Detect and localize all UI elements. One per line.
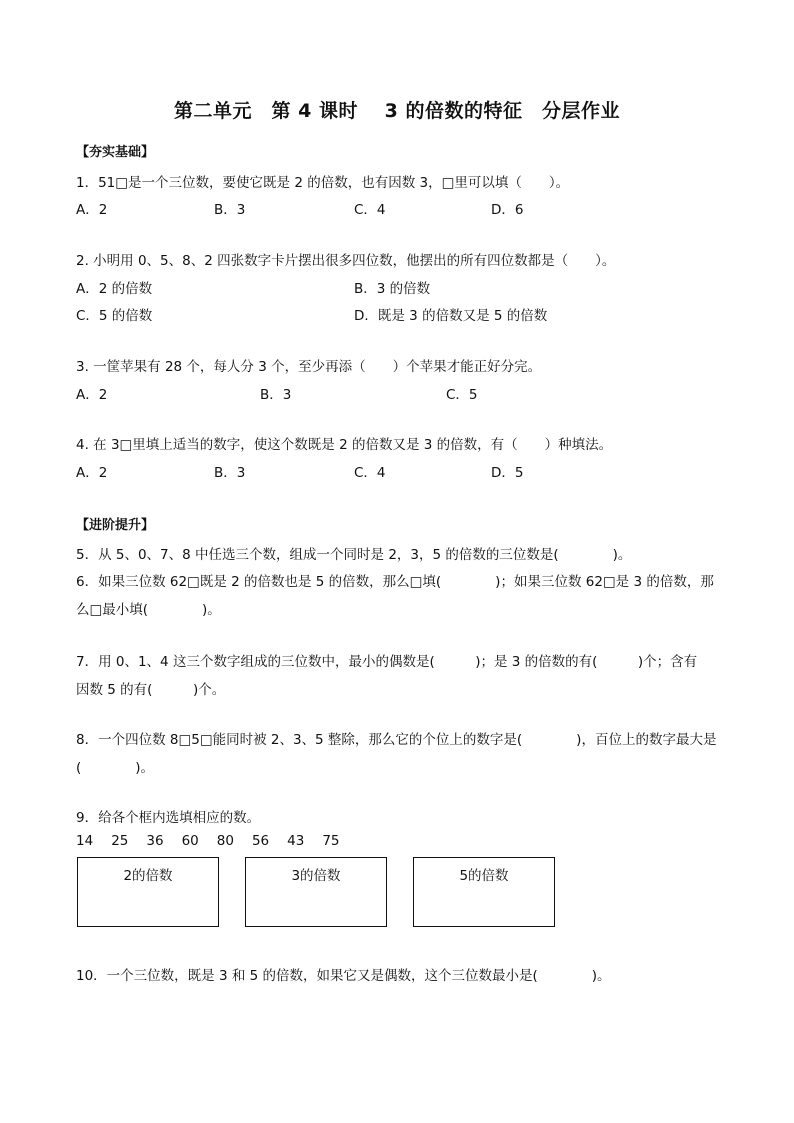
- number-item: 36: [146, 833, 164, 849]
- question-3-option-c: C．5: [446, 387, 478, 403]
- question-4-option-c: C．4: [354, 465, 386, 481]
- section-heading-basic: 【夯实基础】: [76, 145, 155, 160]
- question-8-line-2: ( )。: [76, 760, 155, 776]
- answer-box-multiples-of-2[interactable]: [77, 857, 219, 927]
- question-6-line-1: 6．如果三位数 62□既是 2 的倍数也是 5 的倍数，那么□填( )；如果三位数 62□是 3 的倍数，那: [76, 574, 714, 590]
- question-4-option-a: A．2: [76, 465, 108, 481]
- number-item: 56: [251, 833, 270, 849]
- answer-box-label: 5的倍数: [459, 868, 509, 884]
- answer-box-multiples-of-3[interactable]: [245, 857, 387, 927]
- question-1-text: 1．51□是一个三位数，要使它既是 2 的倍数，也有因数 3，□里可以填（ ）。: [76, 175, 570, 191]
- number-item: 14: [76, 833, 94, 849]
- question-2-option-a: A．2 的倍数: [76, 281, 153, 297]
- question-1-option-d: D．6: [491, 202, 524, 218]
- question-2-option-c: C．5 的倍数: [76, 308, 153, 324]
- number-item: 80: [216, 833, 234, 849]
- page-title: 第二单元 第 4 课时 3 的倍数的特征 分层作业: [174, 100, 620, 122]
- number-item: 60: [181, 833, 199, 849]
- question-2-option-b: B．3 的倍数: [354, 281, 431, 297]
- question-2-option-d: D．既是 3 的倍数又是 5 的倍数: [354, 308, 548, 324]
- question-7-line-2: 因数 5 的有( )个。: [76, 682, 226, 698]
- section-heading-advanced: 【进阶提升】: [76, 518, 155, 533]
- question-2-text: 2. 小明用 0、5、8、2 四张数字卡片摆出很多四位数，他摆出的所有四位数都是（ ）。: [76, 253, 616, 269]
- question-3-text: 3. 一筐苹果有 28 个，每人分 3 个，至少再添（ ）个苹果才能正好分完。: [76, 359, 542, 375]
- question-1-option-b: B．3: [214, 202, 246, 218]
- question-4-option-b: B．3: [214, 465, 246, 481]
- question-10-text: 10．一个三位数，既是 3 和 5 的倍数，如果它又是偶数，这个三位数最小是( )。: [76, 968, 611, 984]
- number-item: 43: [287, 833, 305, 849]
- number-item: 75: [322, 833, 340, 849]
- answer-box-multiples-of-5[interactable]: [413, 857, 555, 927]
- question-8-line-1: 8．一个四位数 8□5□能同时被 2、3、5 整除，那么它的个位上的数字是( )，百位上的数字最大是: [76, 732, 717, 748]
- question-1-option-c: C．4: [354, 202, 386, 218]
- question-4-option-d: D．5: [491, 465, 524, 481]
- answer-box-label: 3的倍数: [291, 868, 341, 884]
- question-1-option-a: A．2: [76, 202, 108, 218]
- number-item: 25: [111, 833, 129, 849]
- question-4-text: 4. 在 3□里填上适当的数字，使这个数既是 2 的倍数又是 3 的倍数，有（ ）种填法。: [76, 437, 613, 453]
- question-3-option-a: A．2: [76, 387, 108, 403]
- answer-box-label: 2的倍数: [123, 868, 173, 884]
- question-7-line-1: 7．用 0、1、4 这三个数字组成的三位数中，最小的偶数是( )；是 3 的倍数的有( )个；含有: [76, 654, 698, 670]
- question-3-option-b: B．3: [260, 387, 292, 403]
- question-5-text: 5．从 5、0、7、8 中任选三个数，组成一个同时是 2，3，5 的倍数的三位数是( )。: [76, 547, 632, 563]
- question-9-number-list: [76, 833, 358, 849]
- question-6-line-2: 么□最小填( )。: [76, 602, 221, 618]
- question-9-text: 9．给各个框内选填相应的数。: [76, 810, 261, 826]
